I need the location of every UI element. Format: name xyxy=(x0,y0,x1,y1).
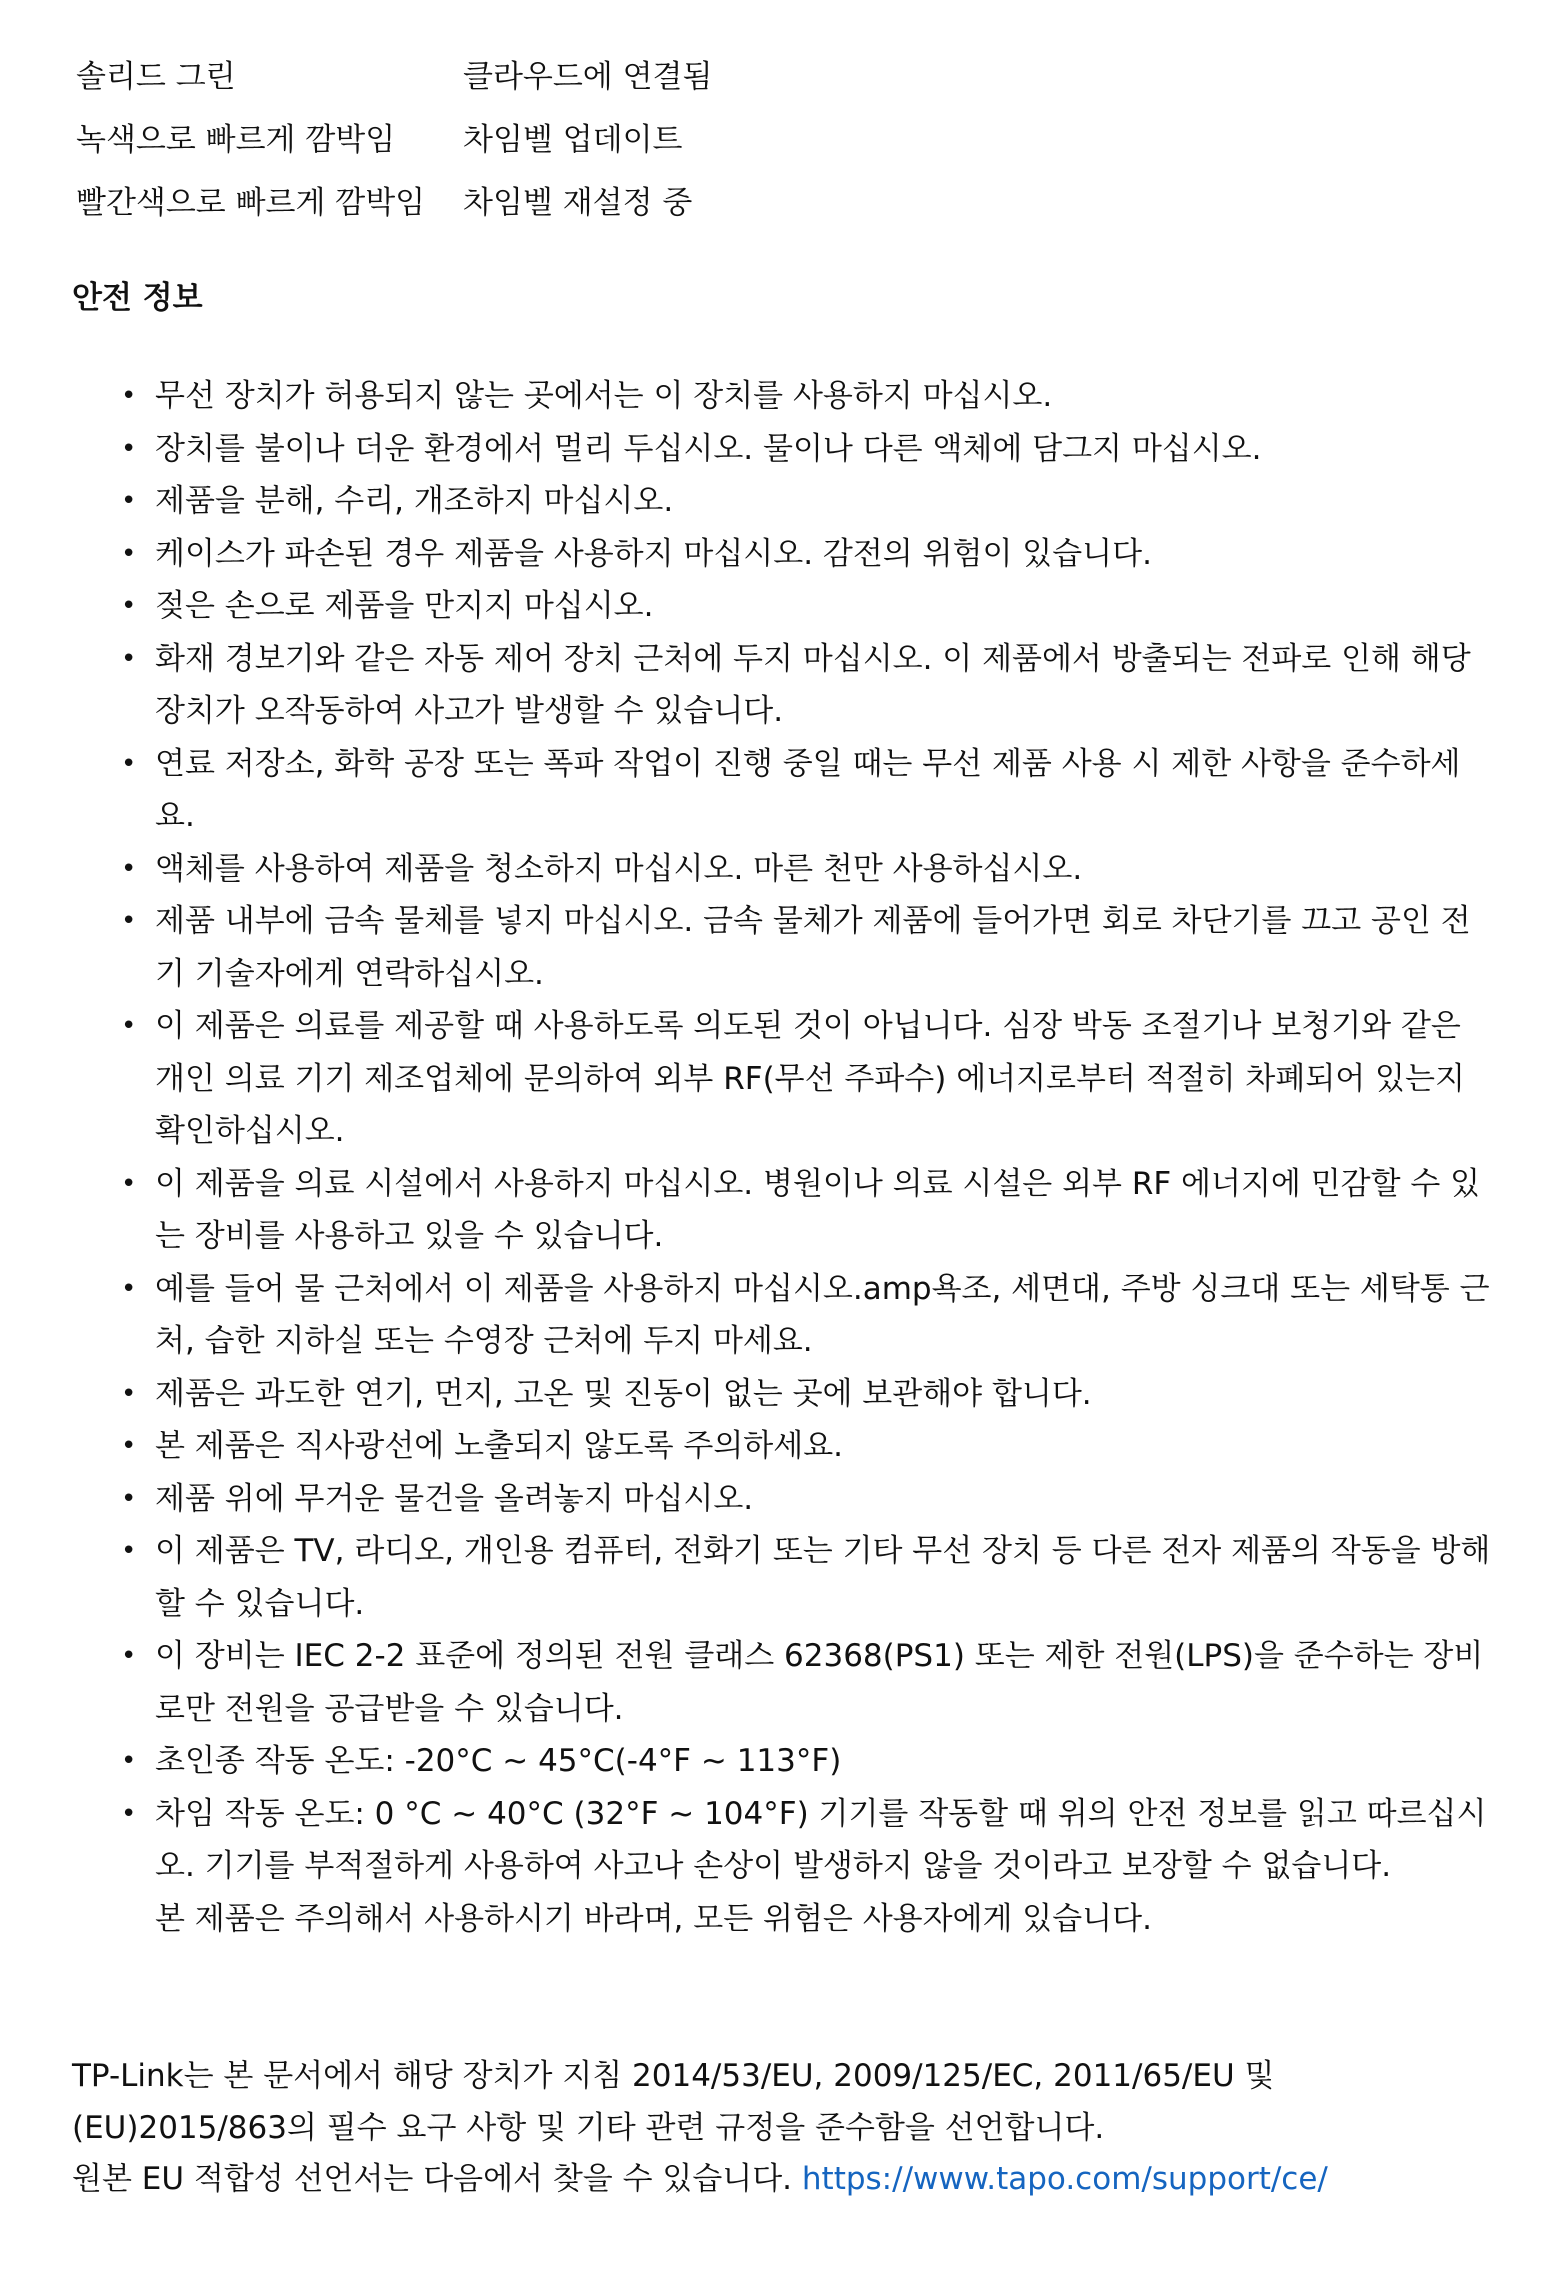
bullet-icon: • xyxy=(121,381,137,411)
list-item xyxy=(121,1788,1500,1946)
list-item-text: 이 제품을 의료 시설에서 사용하지 마십시오. 병원이나 의료 시설은 외부 RF 에너지에 민감할 수 있는 장비를 사용하고 있을 수 있습니다. xyxy=(155,1165,1481,1254)
list-item-text: 무선 장치가 허용되지 않는 곳에서는 이 장치를 사용하지 마십시오. xyxy=(155,378,1053,414)
list-item-text: 제품 위에 무거운 물건을 올려놓지 마십시오. xyxy=(155,1480,754,1517)
bullet-icon: • xyxy=(121,1431,137,1461)
led-status-table xyxy=(76,42,712,231)
list-item xyxy=(121,1000,1500,1158)
list-item-text: 예를 들어 물 근처에서 이 제품을 사용하지 마십시오.amp욕조, 세면대, 주방 싱크대 또는 세탁통 근처, 습한 지하실 또는 수영장 근처에 두지 마세요. xyxy=(155,1270,1490,1359)
led-state: 녹색으로 빠르게 깜박임 xyxy=(76,122,396,158)
bullet-icon: • xyxy=(121,1798,137,1829)
safety-section-title: 안전 정보 xyxy=(72,280,203,316)
closing-note: 본 제품은 주의해서 사용하시기 바라며, 모든 위험은 사용자에게 있습니다. xyxy=(155,1900,1152,1937)
safety-list xyxy=(121,370,1500,1945)
list-item xyxy=(121,633,1500,738)
declaration-line: (EU)2015/863의 필수 요구 사항 및 기타 관련 규정을 준수함을 선언합니다. xyxy=(72,2109,1105,2146)
list-item-text: 케이스가 파손된 경우 제품을 사용하지 마십시오. 감전의 위험이 있습니다. xyxy=(155,535,1152,572)
list-item-text: 장치를 불이나 더운 환경에서 멀리 두십시오. 물이나 다른 액체에 담그지 마십시오. xyxy=(155,430,1262,467)
list-item xyxy=(121,1735,1500,1788)
bullet-icon: • xyxy=(121,1378,137,1409)
list-item-text: 제품을 분해, 수리, 개조하지 마십시오. xyxy=(155,483,674,519)
list-item-text: 제품은 과도한 연기, 먼지, 고온 및 진동이 없는 곳에 보관해야 합니다. xyxy=(155,1375,1092,1412)
bullet-icon: • xyxy=(121,1273,137,1304)
list-item xyxy=(121,895,1500,1000)
list-item xyxy=(121,1158,1500,1263)
list-item xyxy=(121,1368,1500,1421)
bullet-icon: • xyxy=(121,1641,137,1671)
list-item-text: 연료 저장소, 화학 공장 또는 폭파 작업이 진행 중일 때는 무선 제품 사용 시 제한 사항을 준수하세요. xyxy=(155,745,1461,834)
eu-declaration xyxy=(72,2051,1512,2206)
list-item-text: 제품 내부에 금속 물체를 넣지 마십시오. 금속 물체가 제품에 들어가면 회로 차단기를 끄고 공인 전기 기술자에게 연락하십시오. xyxy=(155,903,1471,992)
bullet-icon: • xyxy=(121,643,137,674)
led-state: 솔리드 그린 xyxy=(76,59,236,95)
table-row xyxy=(76,42,712,105)
declaration-line: 원본 EU 적합성 선언서는 다음에서 찾을 수 있습니다. xyxy=(72,2161,793,2197)
bullet-icon: • xyxy=(121,486,137,516)
list-item xyxy=(121,1420,1500,1473)
bullet-icon: • xyxy=(121,1746,137,1776)
bullet-icon: • xyxy=(121,1011,137,1041)
list-item xyxy=(121,1630,1500,1735)
list-item-text: 이 제품은 의료를 제공할 때 사용하도록 의도된 것이 아닙니다. 심장 박동 조절기나 보청기와 같은 개인 의료 기기 제조업체에 문의하여 외부 RF(무선 주파수) 에너지로부터 적절히 차폐되어 있는지 확인하십시오. xyxy=(155,1008,1465,1149)
table-row xyxy=(76,168,712,231)
table-row xyxy=(76,105,712,168)
bullet-icon: • xyxy=(121,1536,137,1566)
list-item xyxy=(121,370,1500,423)
list-item-text: 초인종 작동 온도: -20°C ~ 45°C(-4°F ~ 113°F) xyxy=(155,1743,842,1779)
led-state: 빨간색으로 빠르게 깜박임 xyxy=(76,185,426,221)
list-item xyxy=(121,1263,1500,1368)
list-item xyxy=(121,1525,1500,1630)
list-item xyxy=(121,738,1500,843)
bullet-icon: • xyxy=(121,853,137,884)
list-item-text: 젖은 손으로 제품을 만지지 마십시오. xyxy=(155,588,654,624)
bullet-icon: • xyxy=(121,538,137,569)
list-item xyxy=(121,843,1500,896)
bullet-icon: • xyxy=(121,1168,137,1199)
bullet-icon: • xyxy=(121,906,137,936)
led-meaning: 차임벨 재설정 중 xyxy=(463,185,693,221)
list-item xyxy=(121,1473,1500,1526)
bullet-icon: • xyxy=(121,1483,137,1514)
list-item-text: 차임 작동 온도: 0 °C ~ 40°C (32°F ~ 104°F) 기기를 작동할 때 위의 안전 정보를 읽고 따르십시오. 기기를 부적절하게 사용하여 사고나 손상이 발생하지 않을 것이라고 보장할 수 없습니다. xyxy=(155,1795,1487,1884)
ce-support-link[interactable]: https://www.tapo.com/support/ce/ xyxy=(801,2161,1328,2197)
led-meaning: 클라우드에 연결됨 xyxy=(463,59,713,95)
list-item-text: 이 제품은 TV, 라디오, 개인용 컴퓨터, 전화기 또는 기타 무선 장치 등 다른 전자 제품의 작동을 방해할 수 있습니다. xyxy=(155,1533,1491,1622)
declaration-line: TP-Link는 본 문서에서 해당 장치가 지침 2014/53/EU, 2009/125/EC, 2011/65/EU 및 xyxy=(72,2058,1275,2094)
bullet-icon: • xyxy=(121,433,137,464)
led-meaning: 차임벨 업데이트 xyxy=(463,122,683,158)
bullet-icon: • xyxy=(121,591,137,621)
list-item-text: 이 장비는 IEC 2-2 표준에 정의된 전원 클래스 62368(PS1) 또는 제한 전원(LPS)을 준수하는 장비로만 전원을 공급받을 수 있습니다. xyxy=(155,1638,1484,1727)
list-item-text: 액체를 사용하여 제품을 청소하지 마십시오. 마른 천만 사용하십시오. xyxy=(155,850,1083,887)
list-item-text: 본 제품은 직사광선에 노출되지 않도록 주의하세요. xyxy=(155,1428,843,1464)
bullet-icon: • xyxy=(121,748,137,779)
list-item xyxy=(121,580,1500,633)
list-item xyxy=(121,423,1500,476)
list-item-text: 화재 경보기와 같은 자동 제어 장치 근처에 두지 마십시오. 이 제품에서 방출되는 전파로 인해 해당 장치가 오작동하여 사고가 발생할 수 있습니다. xyxy=(155,640,1471,729)
list-item xyxy=(121,528,1500,581)
list-item xyxy=(121,475,1500,528)
